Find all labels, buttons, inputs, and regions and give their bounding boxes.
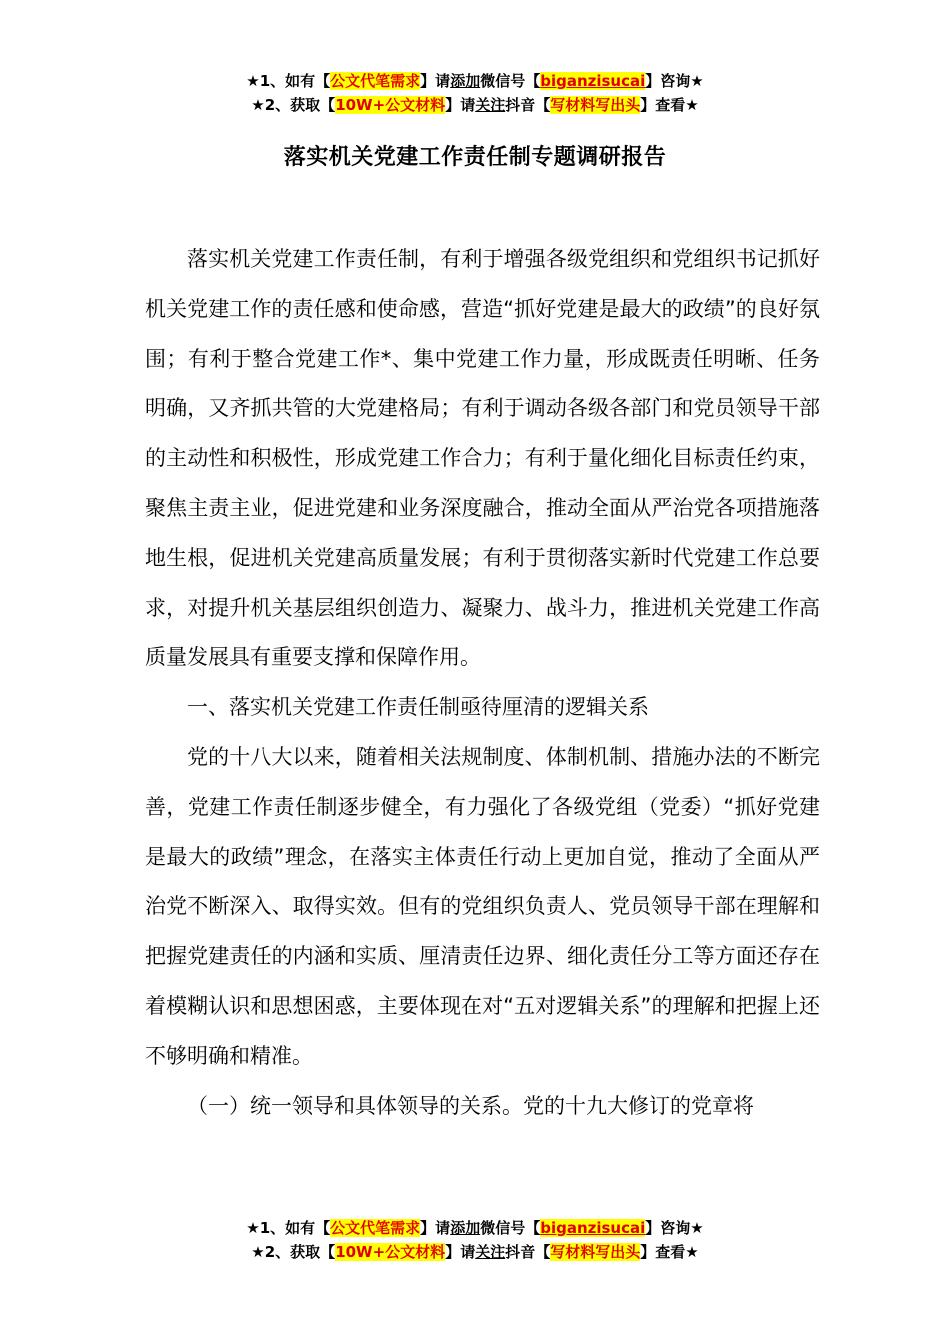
paragraph-background: 党的十八大以来，随着相关法规制度、体制机制、措施办法的不断完善，党建工作责任制逐步健全，有力强化了各级党组（党委）“抓好党建是最大的政绩”理念，在落实主体责任行动上更加自觉，推动了全面从严治党不断深入、取得实效。但有的党组织负责人、党员领导干部在理解和把握党建责任的内涵和实质、厘清责任边界、细化责任分工等方面还存在着模糊认识和思想困惑，主要体现在对“五对逻辑关系”的理解和把握上还不够明确和精准。 bbox=[145, 744, 820, 1068]
notice-line-2: ★2、获取【10W+公文材料】请关注抖音【写材料写出头】查看★ bbox=[251, 1243, 699, 1261]
notice-line-1: ★1、如有【公文代笔需求】请添加微信号【biganzisucai】咨询★ bbox=[246, 1219, 704, 1237]
wechat-id: biganzisucai bbox=[540, 1219, 646, 1237]
document-body bbox=[145, 235, 820, 1131]
header-notice bbox=[0, 69, 950, 117]
highlight-materials: 10W+公文材料 bbox=[335, 96, 446, 114]
notice-line-1: ★1、如有【公文代笔需求】请添加微信号【biganzisucai】咨询★ bbox=[246, 72, 704, 90]
section-heading-1: 一、落实机关党建工作责任制亟待厘清的逻辑关系 bbox=[187, 695, 649, 720]
douyin-account: 写材料写出头 bbox=[550, 1243, 641, 1261]
paragraph-intro: 落实机关党建工作责任制，有利于增强各级党组织和党组织书记抓好机关党建工作的责任感和使命感，营造“抓好党建是最大的政绩”的良好氛围；有利于整合党建工作*、集中党建工作力量，形成既责任明晰、任务明确，又齐抓共管的大党建格局；有利于调动各级各部门和党员领导干部的主动性和积极性，形成党建工作合力；有利于量化细化目标责任约束，聚焦主责主业，促进党建和业务深度融合，推动全面从严治党各项措施落地生根，促进机关党建高质量发展；有利于贯彻落实新时代党建工作总要求，对提升机关基层组织创造力、凝聚力、战斗力，推进机关党建工作高质量发展具有重要支撑和保障作用。 bbox=[145, 247, 820, 670]
highlight-ghostwriting: 公文代笔需求 bbox=[330, 1219, 421, 1237]
document-title: 落实机关党建工作责任制专题调研报告 bbox=[283, 145, 667, 170]
highlight-materials: 10W+公文材料 bbox=[335, 1243, 446, 1261]
highlight-ghostwriting: 公文代笔需求 bbox=[330, 72, 421, 90]
footer-notice bbox=[0, 1216, 950, 1264]
subsection-heading-1: （一）统一领导和具体领导的关系。党的十九大修订的党章将 bbox=[187, 1093, 754, 1118]
notice-line-2: ★2、获取【10W+公文材料】请关注抖音【写材料写出头】查看★ bbox=[251, 96, 699, 114]
wechat-id: biganzisucai bbox=[540, 72, 646, 90]
douyin-account: 写材料写出头 bbox=[550, 96, 641, 114]
